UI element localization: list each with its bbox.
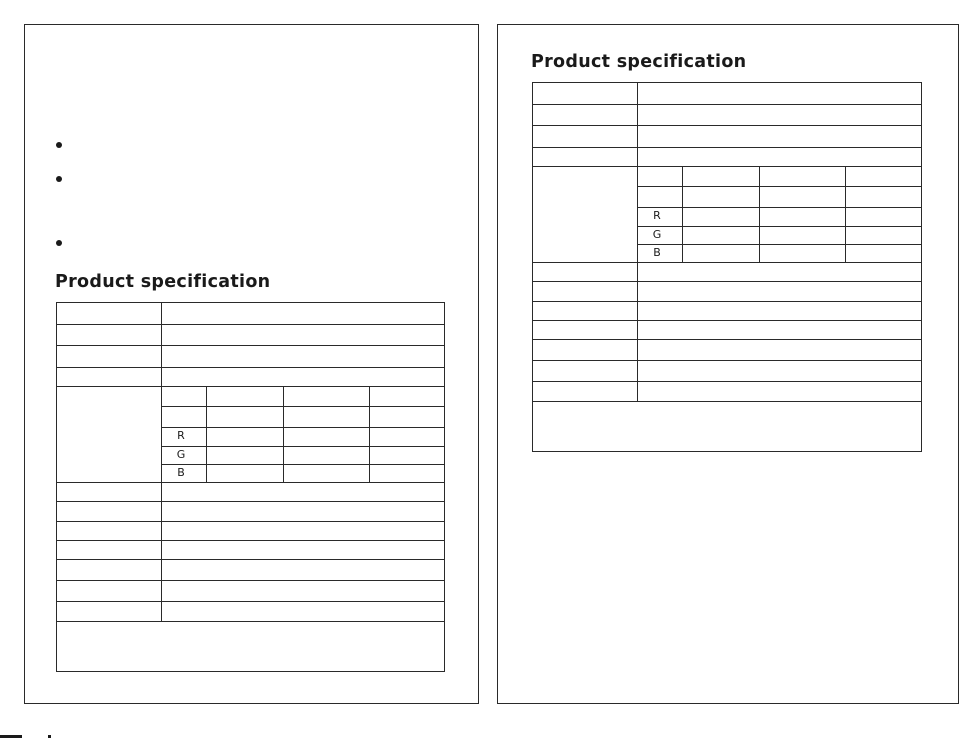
color-row-label-r: R xyxy=(653,209,661,222)
color-row-label-b: B xyxy=(653,246,661,259)
spec-table xyxy=(56,302,445,672)
bullet-point xyxy=(56,142,62,148)
spec-title: Product specification xyxy=(531,52,747,72)
left-manual-page xyxy=(24,24,479,704)
right-manual-page xyxy=(497,24,959,704)
color-row-label-r: R xyxy=(177,429,185,442)
spec-title: Product specification xyxy=(55,272,271,292)
color-row-label-g: G xyxy=(652,228,662,241)
bullet-point xyxy=(56,240,62,246)
spec-table xyxy=(532,82,922,452)
color-row-label-g: G xyxy=(176,448,186,461)
bullet-point xyxy=(56,176,62,182)
color-row-label-b: B xyxy=(177,466,185,479)
